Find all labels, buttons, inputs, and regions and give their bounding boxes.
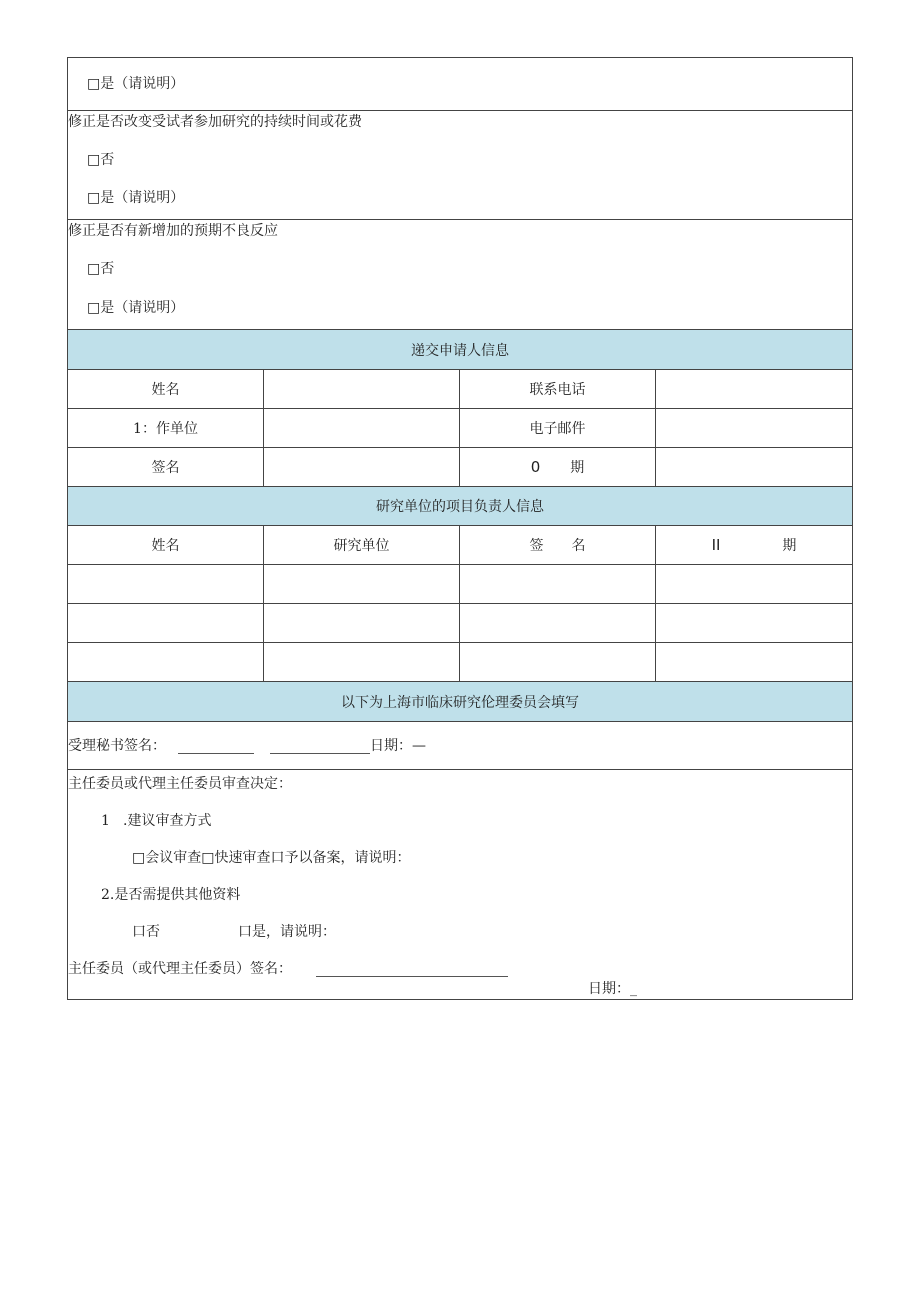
date-label-suffix: 期: [570, 460, 585, 476]
section-adverse-question: [68, 220, 852, 330]
org-label: 1：作单位: [133, 421, 198, 437]
pi-col-unit: [264, 526, 460, 564]
application-form: [67, 57, 853, 1000]
pi-table-row: [68, 643, 852, 682]
name-label-cell: [68, 370, 264, 408]
pi-col-date-prefix: II: [711, 536, 721, 554]
committee-header-title: 以下为上海市临床研究伦理委员会填写: [341, 694, 579, 711]
secretary-sign-section: [68, 722, 852, 770]
secretary-date[interactable]: 日期：—: [370, 738, 426, 754]
org-label-cell: [68, 409, 264, 447]
pi-cell[interactable]: [460, 643, 656, 681]
sign-input-cell[interactable]: [264, 448, 460, 486]
pi-col-sign: [460, 526, 656, 564]
pi-col-name-label: 姓名: [151, 538, 180, 554]
committee-header: [68, 682, 852, 722]
chair-date[interactable]: 日期：_: [588, 981, 637, 997]
review-method-options[interactable]: □会议审查□快速审查口予以备案，请说明：: [132, 850, 411, 866]
sign-label: 签名: [151, 460, 180, 476]
secretary-sign-line-2[interactable]: [270, 739, 370, 754]
pi-cell[interactable]: [264, 604, 460, 642]
pi-header: [68, 487, 852, 526]
sign-label-cell: [68, 448, 264, 486]
pi-cell[interactable]: [460, 604, 656, 642]
item1-label: .建议审查方式: [123, 813, 212, 829]
org-input-cell[interactable]: [264, 409, 460, 447]
pi-cell[interactable]: [656, 565, 852, 603]
item1-number: 1: [101, 813, 110, 829]
date-label-prefix: 0: [530, 458, 541, 476]
chair-sign-label: 主任委员（或代理主任委员）签名：: [68, 961, 292, 977]
section-previous-question: [68, 58, 852, 111]
pi-cell[interactable]: [68, 604, 264, 642]
date-input-cell[interactable]: [656, 448, 852, 486]
pi-cell[interactable]: [656, 643, 852, 681]
email-label-cell: [460, 409, 656, 447]
section-duration-question: [68, 111, 852, 220]
secretary-sign-label: 受理秘书签名：: [68, 738, 166, 754]
secretary-sign-line-1[interactable]: [178, 739, 254, 754]
option-no[interactable]: □否: [87, 261, 115, 277]
item2-option-yes[interactable]: 口是，请说明：: [238, 924, 336, 940]
pi-col-sign-label: 签 名: [529, 538, 586, 554]
pi-col-unit-label: 研究单位: [333, 538, 390, 554]
pi-cell[interactable]: [264, 565, 460, 603]
email-label: 电子邮件: [529, 421, 586, 437]
decision-section: [68, 770, 852, 999]
applicant-header-title: 递交申请人信息: [411, 342, 509, 359]
option-yes-explain[interactable]: □是（请说明）: [87, 190, 185, 206]
pi-col-date: [656, 526, 852, 564]
pi-col-name: [68, 526, 264, 564]
applicant-row-org: [68, 409, 852, 448]
option-no[interactable]: □否: [87, 152, 115, 168]
pi-cell[interactable]: [656, 604, 852, 642]
pi-table-row: [68, 565, 852, 604]
date-label-cell: [460, 448, 656, 486]
pi-cell[interactable]: [68, 643, 264, 681]
item2-option-no[interactable]: 口否: [132, 924, 160, 940]
applicant-row-sign: [68, 448, 852, 487]
name-input-cell[interactable]: [264, 370, 460, 408]
applicant-row-name: [68, 370, 852, 409]
phone-label: 联系电话: [529, 382, 586, 398]
pi-cell[interactable]: [460, 565, 656, 603]
email-input-cell[interactable]: [656, 409, 852, 447]
phone-label-cell: [460, 370, 656, 408]
phone-input-cell[interactable]: [656, 370, 852, 408]
question-title: 修正是否有新增加的预期不良反应: [68, 223, 278, 239]
question-title: 修正是否改变受试者参加研究的持续时间或花费: [68, 114, 362, 130]
pi-column-headers: [68, 526, 852, 565]
pi-col-date-suffix: 期: [782, 538, 797, 554]
chair-sign-line[interactable]: [316, 962, 508, 977]
option-yes-explain[interactable]: □是（请说明）: [87, 76, 185, 92]
applicant-header: [68, 330, 852, 370]
pi-table-row: [68, 604, 852, 643]
name-label: 姓名: [151, 382, 180, 398]
decision-title: 主任委员或代理主任委员审查决定：: [68, 776, 292, 792]
item2-label: 2.是否需提供其他资料: [101, 887, 241, 903]
pi-header-title: 研究单位的项目负责人信息: [376, 499, 544, 515]
pi-cell[interactable]: [264, 643, 460, 681]
pi-cell[interactable]: [68, 565, 264, 603]
option-yes-explain[interactable]: □是（请说明）: [87, 300, 185, 316]
